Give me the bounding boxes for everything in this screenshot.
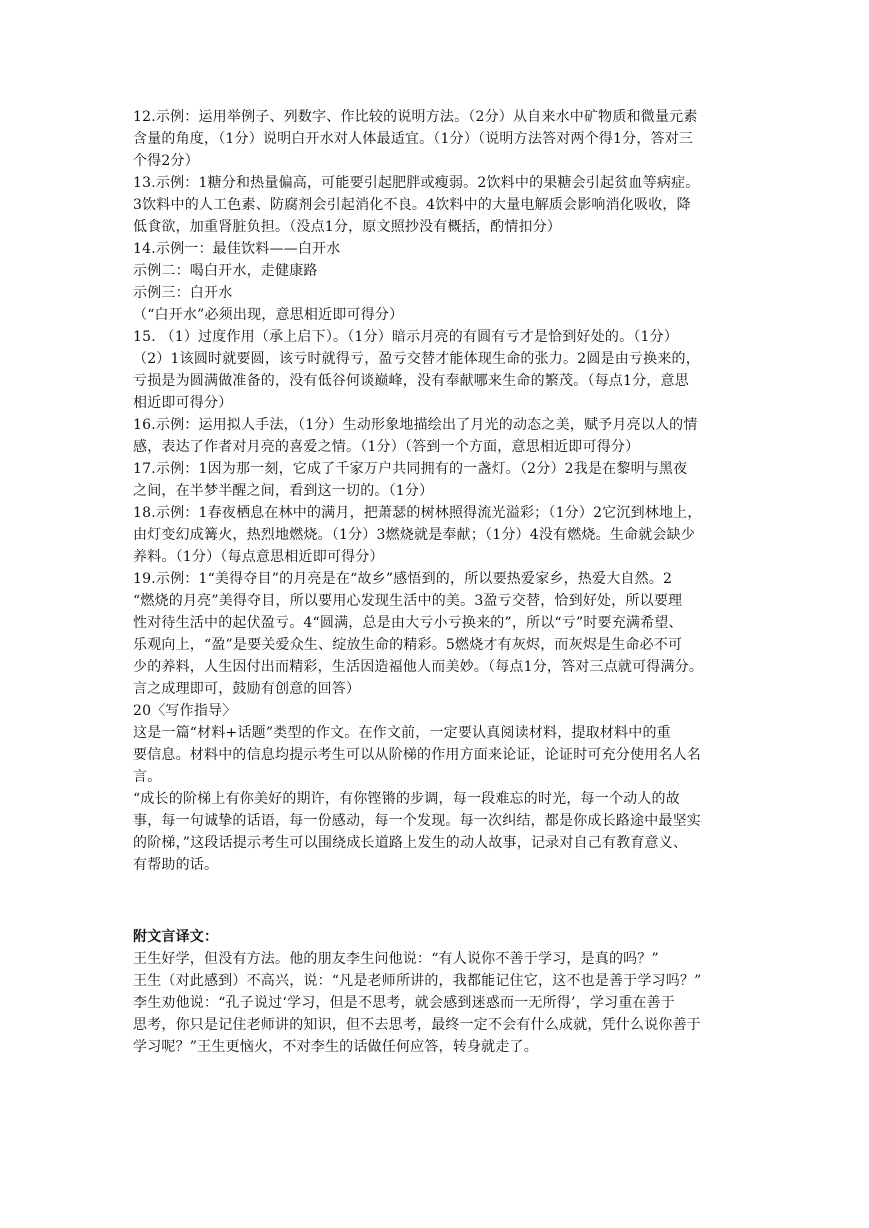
answer-line: 之间，在半梦半醒之间，看到这一切的。（1分）: [133, 483, 434, 499]
answer-line: 示例二：喝白开水，走健康路: [133, 263, 318, 279]
answer-line: 16.示例：运用拟人手法，（1分）生动形象地描绘出了月光的动态之美，赋予月亮以人的情: [133, 417, 698, 433]
answer-line: 12.示例：运用举例子、列数字、作比较的说明方法。（2分）从自来水中矿物质和微量元素: [133, 109, 698, 125]
appendix-line: 李生劝他说：“孔子说过‘学习，但是不思考，就会感到迷惑而一无所得’，学习重在善于: [133, 995, 676, 1011]
answer-line: “燃烧的月亮”美得夺目，所以要用心发现生活中的美。3盈亏交替，恰到好处，所以要理: [133, 593, 683, 609]
answer-line: 15. （1）过度作用（承上启下）。（1分）暗示月亮的有圆有亏才是恰到好处的。（1分）: [133, 329, 679, 345]
answer-line: 感，表达了作者对月亮的喜爱之情。（1分）（答到一个方面，意思相近即可得分）: [133, 439, 640, 455]
answer-line: 亏损是为圆满做准备的，没有低谷何谈巅峰，没有奉献哪来生命的繁茂。（每点1分，意思: [133, 373, 689, 389]
answer-line: 的阶梯，”这段话提示考生可以围绕成长道路上发生的动人故事，记录对自己有教育意义、: [133, 835, 688, 851]
appendix-line: 学习呢？”王生更恼火，不对李生的话做任何应答，转身就走了。: [133, 1039, 538, 1055]
answer-line: 个得2分）: [133, 153, 199, 169]
section-spacer: [133, 876, 743, 920]
answer-line: 乐观向上，“盈”是要关爱众生、绽放生命的精彩。5燃烧才有灰烬，而灰烬是生命必不可: [133, 637, 683, 653]
answer-line: 言之成理即可，鼓励有创意的回答）: [133, 681, 361, 697]
answer-line: （“白开水”必须出现，意思相近即可得分）: [133, 307, 404, 323]
answer-line: 3饮料中的人工色素、防腐剂会引起消化不良。4饮料中的大量电解质会影响消化吸收，降: [133, 197, 691, 213]
answer-line: 低食欲，加重肾脏负担。（没点1分，原文照抄没有概括，酌情扣分）: [133, 219, 562, 235]
answer-line: 含量的角度，（1分）说明白开水对人体最适宜。（1分）（说明方法答对两个得1分，答对三: [133, 131, 694, 147]
answer-line: 言。: [133, 769, 162, 785]
answer-line: 14.示例一：最佳饮料——白开水: [133, 241, 341, 257]
answer-line: （2）1该圆时就要圆，该亏时就得亏，盈亏交替才能体现生命的张力。2圆是由亏换来的，: [133, 351, 700, 367]
document-page: [133, 106, 743, 1058]
answer-line: 19.示例：1“美得夺目”的月亮是在“故乡”感悟到的，所以要热爱家乡，热爱大自然。2: [133, 571, 673, 587]
answer-line: “成长的阶梯上有你美好的期许，有你铿锵的步调，每一段难忘的时光，每一个动人的故: [133, 791, 680, 807]
answer-line: 事，每一句诚挚的话语，每一份感动，每一个发现。每一次纠结，都是你成长路途中最坚实: [133, 813, 701, 829]
appendix-heading: 附文言译文：: [133, 929, 219, 945]
answer-line: 性对待生活中的起伏盈亏。4“圆满，总是由大亏小亏换来的”，所以“亏”时要充满希望、: [133, 615, 683, 631]
answer-line: 由灯变幻成篝火，热烈地燃烧。（1分）3燃烧就是奉献；（1分）4没有燃烧。生命就会缺少: [133, 527, 696, 543]
appendix-line: 王生好学，但没有方法。他的朋友李生问他说：“有人说你不善于学习，是真的吗？”: [133, 951, 659, 967]
answer-line: 养料。（1分）（每点意思相近即可得分）: [133, 549, 384, 565]
appendix-line: 思考，你只是记住老师讲的知识，但不去思考，最终一定不会有什么成就，凭什么说你善于: [133, 1017, 701, 1033]
appendix-section: [133, 926, 743, 1058]
answer-line: 要信息。材料中的信息均提示考生可以从阶梯的作用方面来论证，论证时可充分使用名人名: [133, 747, 701, 763]
answer-line: 有帮助的话。: [133, 857, 219, 873]
answer-line: 示例三：白开水: [133, 285, 233, 301]
answer-line: 18.示例：1春夜栖息在林中的满月，把萧瑟的树林照得流光溢彩；（1分）2它沉到林地上，: [133, 505, 702, 521]
answer-line: 17.示例：1因为那一刻，它成了千家万户共同拥有的一盏灯。（2分）2我是在黎明与黑夜: [133, 461, 688, 477]
answer-section: [133, 106, 743, 876]
answer-line: 20〈写作指导〉: [133, 703, 237, 719]
answer-line: 少的养料，人生因付出而精彩，生活因造福他人而美妙。（每点1分，答对三点就可得满分。: [133, 659, 704, 675]
answer-line: 13.示例：1糖分和热量偏高，可能要引起肥胖或瘦弱。2饮料中的果糖会引起贫血等病症。: [133, 175, 700, 191]
answer-line: 这是一篇“材料+话题”类型的作文。在作文前，一定要认真阅读材料，提取材料中的重: [133, 725, 671, 741]
answer-line: 相近即可得分）: [133, 395, 233, 411]
appendix-line: 王生（对此感到）不高兴，说：“凡是老师所讲的，我都能记住它，这不也是善于学习吗？”: [133, 973, 702, 989]
